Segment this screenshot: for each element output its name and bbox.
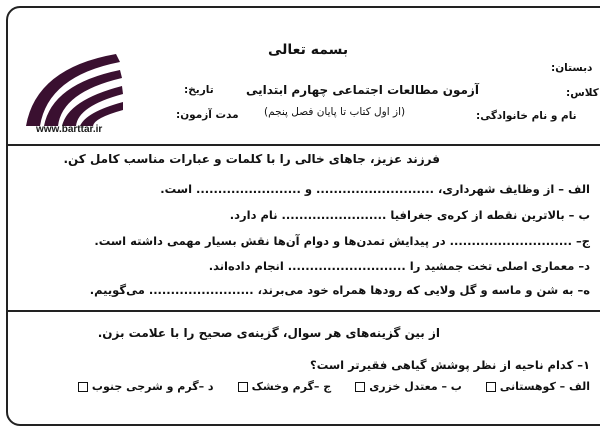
student-name-label: نام و نام خانوادگی: [476,110,577,122]
fill-blank-line-e: ه– به شن و ماسه و گل ولایی که رودها همراه خود می‌برند، ........................ می‌گوییم. [89,283,590,297]
fill-blank-line-d: د– معماری اصلی تخت جمشید را ........................... انجام داده‌اند. [208,259,590,273]
exam-header [6,6,600,146]
option-b[interactable] [355,380,462,393]
fill-blank-line-c: ج– ............................ در پیدایش تمدن‌ها و دوام آن‌ها نقش بسیار مهمی داشته است. [94,234,590,248]
section-divider [6,310,600,312]
option-d[interactable] [78,380,214,393]
fill-blank-line-b: ب – بالاترین نقطه از کره‌ی جغرافیا ........................ نام دارد. [229,208,590,222]
option-c[interactable] [238,380,332,393]
checkbox-icon[interactable] [238,382,248,392]
question-1-options [78,380,590,393]
exam-range: (از اول کتاب تا پایان فصل پنجم) [264,106,406,118]
date-label: تاریخ: [184,84,214,96]
school-label: دبستان: [551,62,593,74]
exam-name: آزمون مطالعات اجتماعی چهارم ابتدایی [246,83,479,97]
fill-blank-instruction: فرزند عزیز، جاهای خالی را با کلمات و عبارات مناسب کامل کن. [63,152,440,166]
fill-blank-line-a: الف – از وظایف شهرداری، ........................... و ........................ است. [160,182,590,196]
class-label: کلاس: [566,87,599,99]
logo-url: www.barttar.ir [36,124,103,135]
option-d-label: د –گرم و شرجی جنوب [91,380,214,393]
option-a[interactable] [486,380,590,393]
logo-arcs-icon [16,48,126,128]
option-b-label: ب – معتدل خزری [369,380,462,393]
multiple-choice-instruction: از بین گزینه‌های هر سوال، گزینه‌ی صحیح را با علامت بزن. [97,326,440,340]
option-c-label: ج –گرم وخشک [251,380,332,393]
question-1: ۱– کدام ناحیه از نظر پوشش گیاهی فقیرتر است؟ [310,358,590,372]
checkbox-icon[interactable] [486,382,496,392]
checkbox-icon[interactable] [355,382,365,392]
duration-label: مدت آزمون: [176,109,239,121]
checkbox-icon[interactable] [78,382,88,392]
option-a-label: الف – کوهستانی [499,380,590,393]
page-title: بسمه تعالی [268,42,349,58]
